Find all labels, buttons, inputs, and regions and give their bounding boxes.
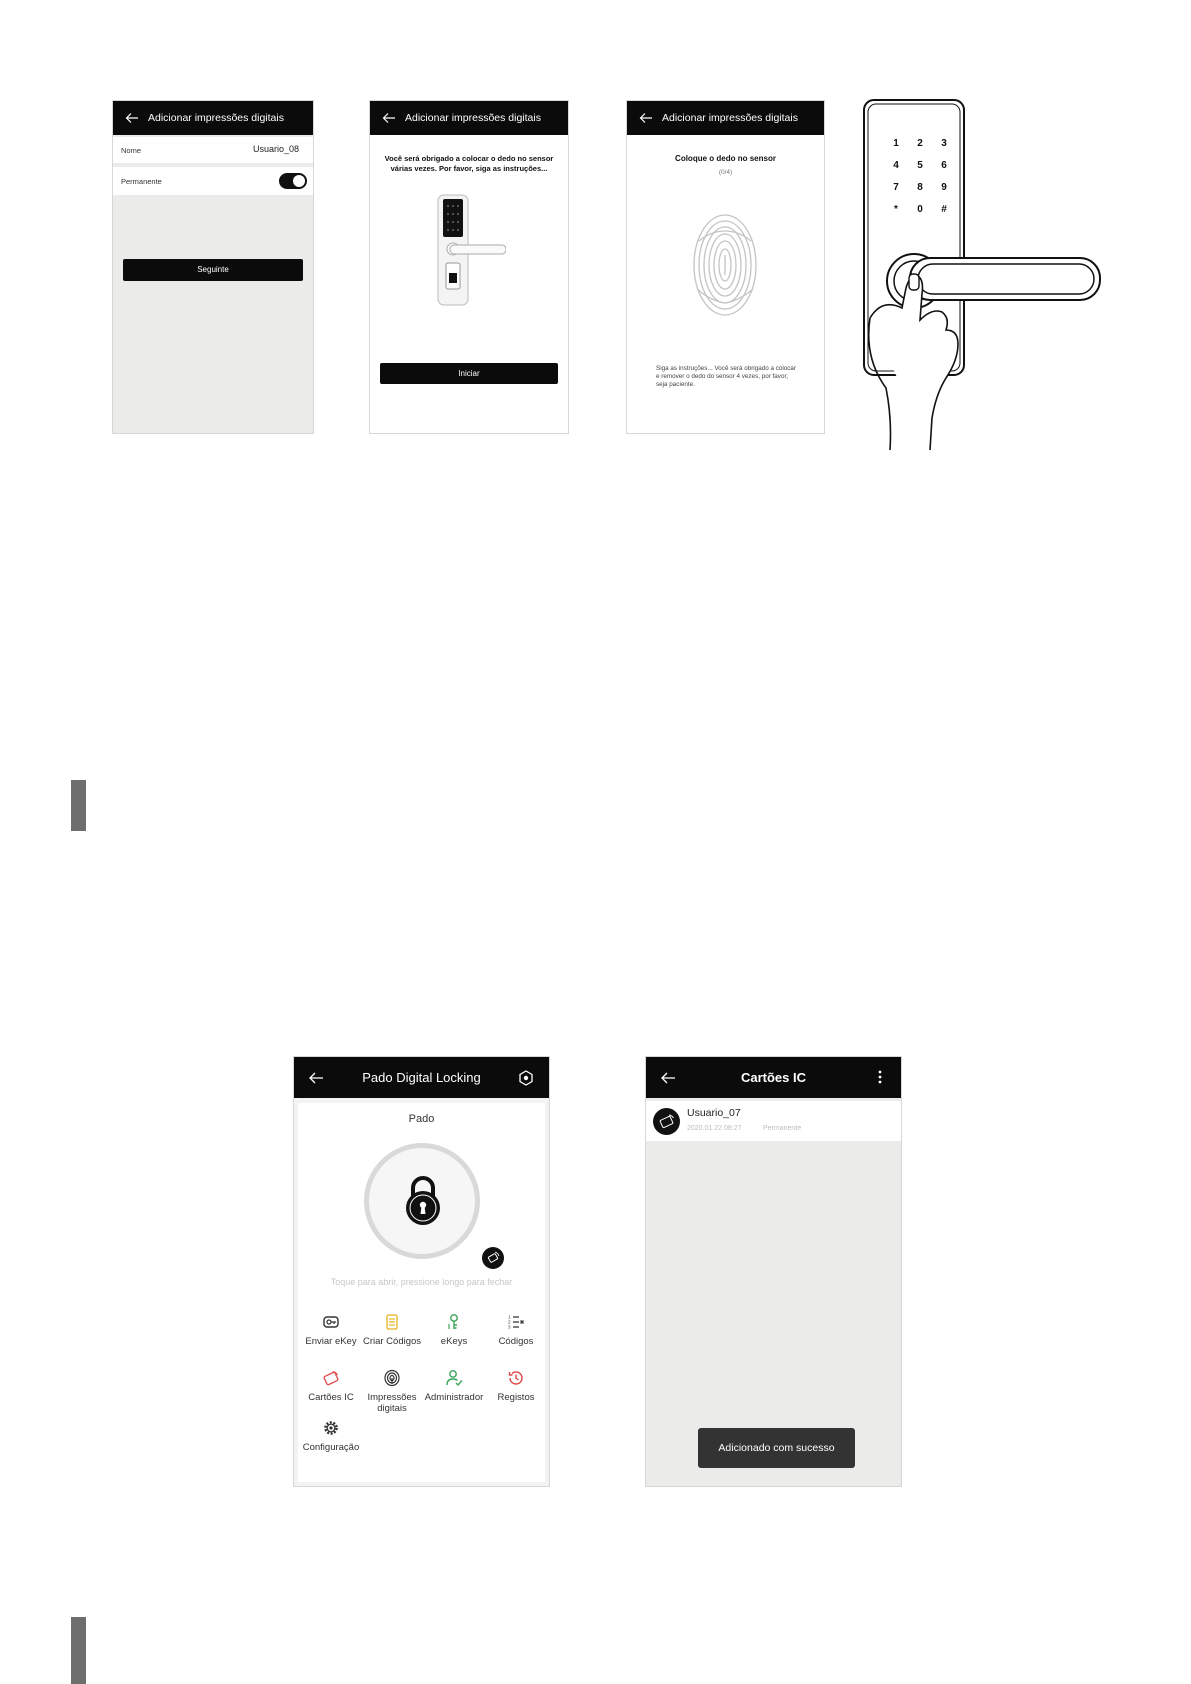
ic-card-icon <box>322 1369 340 1387</box>
menu-label: eKeys <box>440 1336 468 1347</box>
screen-place-finger <box>626 100 825 434</box>
history-icon <box>507 1369 525 1387</box>
list-item[interactable] <box>646 1101 901 1141</box>
keypad-key[interactable]: 5 <box>917 160 923 171</box>
keypad-key[interactable]: 3 <box>941 138 947 149</box>
header-bar <box>370 101 568 135</box>
toast-message: Adicionado com sucesso <box>698 1428 855 1468</box>
keypad-key[interactable]: 6 <box>941 160 947 171</box>
header-title: Cartões IC <box>740 1070 807 1085</box>
unlock-button[interactable] <box>364 1143 480 1259</box>
header-title: Adicionar impressões digitais <box>405 112 541 124</box>
start-button[interactable]: Iniciar <box>380 363 558 384</box>
settings-gear-icon <box>322 1419 340 1437</box>
keypad-key[interactable]: 7 <box>893 182 899 193</box>
header-bar <box>294 1057 549 1098</box>
place-finger-heading: Coloque o dedo no sensor <box>675 154 776 163</box>
header-bar <box>627 101 824 135</box>
more-options-icon[interactable] <box>877 1069 883 1085</box>
menu-label: Códigos <box>498 1336 534 1347</box>
send-ekey-icon <box>322 1313 340 1331</box>
back-arrow-icon[interactable] <box>382 111 396 125</box>
screen-add-fingerprint-intro <box>369 100 569 434</box>
keypad-key[interactable]: 8 <box>917 182 923 193</box>
fingerprint-icon <box>383 1369 401 1387</box>
item-validity: Permanente <box>763 1125 802 1132</box>
ekeys-icon <box>445 1313 463 1331</box>
menu-send-ekey[interactable] <box>298 1313 364 1347</box>
keypad-key[interactable]: 2 <box>917 138 923 149</box>
menu-administrator[interactable] <box>421 1369 487 1403</box>
header-bar <box>113 101 313 135</box>
back-arrow-icon[interactable] <box>125 111 139 125</box>
screen-lock-main <box>293 1056 550 1487</box>
keypad-key[interactable]: # <box>941 204 947 215</box>
fingerprint-icon <box>691 211 759 319</box>
keypad-key[interactable]: * <box>894 204 898 215</box>
keypad-key[interactable]: 0 <box>917 204 923 215</box>
admin-icon <box>445 1369 463 1387</box>
permanent-toggle[interactable] <box>279 173 307 189</box>
progress-counter: (0/4) <box>718 169 733 176</box>
codes-list-icon <box>507 1313 525 1331</box>
permanent-label: Permanente <box>121 177 162 186</box>
remote-card-icon[interactable] <box>482 1247 504 1269</box>
menu-label: Enviar eKey <box>305 1336 357 1347</box>
keypad-key[interactable]: 9 <box>941 182 947 193</box>
lock-with-finger-illustration <box>862 98 1102 454</box>
keypad-key[interactable]: 1 <box>893 138 899 149</box>
next-button[interactable]: Seguinte <box>123 259 303 281</box>
menu-records[interactable] <box>483 1369 549 1403</box>
hint-text: Siga as instruções... Você será obrigado a colocar e remover o dedo do sensor 4 vezes, por favor, seja paciente. <box>656 365 797 388</box>
header-title: Pado Digital Locking <box>362 1070 481 1085</box>
header-title: Adicionar impressões digitais <box>148 112 284 124</box>
section-marker <box>71 1617 86 1684</box>
menu-settings[interactable] <box>298 1419 364 1453</box>
padlock-icon <box>403 1174 443 1226</box>
tap-hint: Toque para abrir, pressione longo para fechar <box>330 1277 513 1287</box>
header-bar <box>646 1057 901 1098</box>
menu-label: Impressões digitais <box>367 1392 417 1414</box>
menu-ekeys[interactable] <box>421 1313 487 1347</box>
screen-add-fingerprint-name <box>112 100 314 434</box>
item-name: Usuario_07 <box>687 1107 741 1119</box>
keypad-icon <box>383 1313 401 1331</box>
name-row[interactable] <box>113 137 313 163</box>
main-panel <box>298 1103 545 1482</box>
svg-text:2: 2 <box>508 1319 511 1325</box>
instruction-text: Você será obrigado a colocar o dedo no sensor várias vezes. Por favor, siga as instruções... <box>384 154 554 173</box>
menu-label: Cartões IC <box>308 1392 354 1403</box>
menu-fingerprints[interactable] <box>359 1369 425 1414</box>
header-title: Adicionar impressões digitais <box>662 112 798 124</box>
screen-ic-cards <box>645 1056 902 1487</box>
keypad-key[interactable]: 4 <box>893 160 899 171</box>
back-arrow-icon[interactable] <box>639 111 653 125</box>
name-label: Nome <box>121 146 142 155</box>
back-arrow-icon[interactable] <box>660 1070 676 1086</box>
menu-ic-cards[interactable] <box>298 1369 364 1403</box>
card-avatar-icon <box>653 1108 680 1135</box>
menu-label: Administrador <box>424 1392 484 1403</box>
door-lock-illustration <box>436 193 506 309</box>
lock-name: Pado <box>408 1113 435 1125</box>
lock-settings-icon[interactable] <box>517 1069 535 1087</box>
keypad <box>884 138 956 228</box>
permanent-row <box>113 167 313 195</box>
name-value[interactable]: Usuario_08 <box>252 144 299 154</box>
back-arrow-icon[interactable] <box>308 1070 324 1086</box>
svg-text:1: 1 <box>508 1314 511 1320</box>
menu-label: Criar Códigos <box>362 1336 422 1347</box>
menu-create-codes[interactable] <box>359 1313 425 1347</box>
item-date: 2020.01.22 08:27 <box>687 1125 742 1132</box>
menu-codes[interactable] <box>483 1313 549 1347</box>
svg-text:3: 3 <box>508 1324 511 1330</box>
section-marker <box>71 780 86 831</box>
menu-label: Registos <box>497 1392 535 1403</box>
menu-label: Configuração <box>302 1442 360 1453</box>
